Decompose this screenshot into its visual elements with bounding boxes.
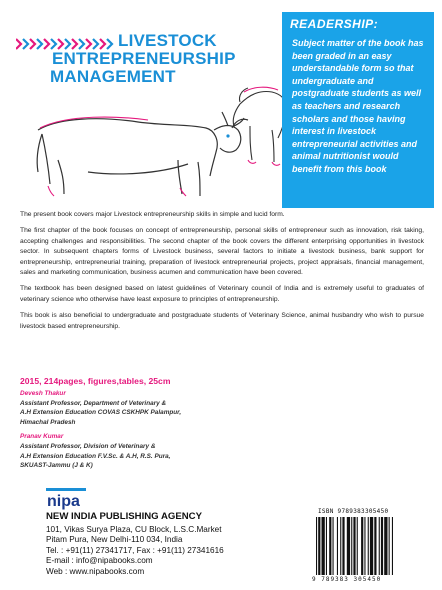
isbn-digits: 9 789383 305450 bbox=[312, 576, 382, 583]
barcode-bars bbox=[312, 517, 422, 575]
title-line-3: MANAGEMENT bbox=[50, 67, 176, 86]
author-name: Pranav Kumar bbox=[20, 433, 64, 441]
readership-panel bbox=[282, 12, 434, 208]
publisher-info bbox=[46, 512, 224, 578]
author-name: Devesh Thakur bbox=[20, 390, 66, 397]
author-affiliation-line: SKUAST-Jammu (J & K) bbox=[20, 462, 93, 470]
description-paragraph-1: The present book covers major Livestock entrepreneurship skills in simple and lucid form. bbox=[20, 211, 285, 218]
publisher-address-line: Pitam Pura, New Delhi-110 034, India bbox=[46, 535, 183, 545]
title-line-2: ENTREPRENEURSHIP bbox=[52, 49, 236, 68]
publisher-phone: Tel. : +91(11) 27341717, Fax : +91(11) 27341616 bbox=[46, 545, 224, 555]
publisher-website: Web : www.nipabooks.com bbox=[46, 566, 145, 576]
readership-heading: READERSHIP: bbox=[290, 17, 379, 31]
description-paragraph-2: The first chapter of the book focuses on concept of entrepreneurship, personal skills of entrepreneur such as innovation, risk taking, accepting challenges and responsibilities. The second chapter of the book covers the different enterprising opportunities in livestock sector. In subsequent chapters forms of Livestock business, several factors to initiate a livestock business, bank support for entrepreneurship, entrepreneurial training, preparation of livestock entrepreneurial projects, project appraisals, financial management, sales and marketing communication, business acumen and communication have been covered. bbox=[20, 227, 424, 277]
author-affiliation bbox=[20, 442, 320, 471]
author-affiliation-line: Himachal Pradesh bbox=[20, 418, 76, 426]
isbn-label: ISBN 9789383305450 bbox=[318, 508, 389, 515]
publisher-address-line: 101, Vikas Surya Plaza, CU Block, L.S.C.Market bbox=[46, 524, 222, 534]
description-paragraph-4: This book is also beneficial to undergraduate and postgraduate students of Veterinary Science, animal husbandry who wish to pursue livestock based entrepreneurship. bbox=[20, 312, 424, 330]
publisher-email: E-mail : info@nipabooks.com bbox=[46, 556, 153, 566]
livestock-illustration bbox=[28, 64, 290, 200]
isbn-barcode bbox=[306, 508, 424, 586]
author-list bbox=[20, 389, 320, 476]
title-line-1: LIVESTOCK bbox=[118, 31, 217, 50]
author-affiliation-line: Assistant Professor, Division of Veterinary & bbox=[20, 442, 156, 450]
author-affiliation-line: A.H Extension Education COVAS CSKHPK Palampur, bbox=[20, 409, 182, 417]
publisher-logo-icon bbox=[46, 488, 86, 510]
description-paragraph-3: The textbook has been designed based on latest guidelines of Veterinary council of India and is extremely useful to graduates of veterinary science who otherwise have least exposure to principles of entrepreneurship. bbox=[20, 285, 424, 303]
publisher-name: NEW INDIA PUBLISHING AGENCY bbox=[46, 511, 202, 522]
publication-details: 2015, 214pages, figures,tables, 25cm bbox=[20, 376, 171, 386]
author-affiliation bbox=[20, 399, 320, 428]
book-description bbox=[20, 210, 424, 338]
readership-text: Subject matter of the book has been graded in an easy understandable form so that undergraduate and postgraduate students as well as teachers and research scholars and those having interest in livestock entrepreneurial activities and animal nutritionist would benefit from this book bbox=[292, 38, 424, 174]
author-affiliation-line: Assistant Professor, Department of Veterinary & bbox=[20, 399, 167, 407]
svg-text:nipa: nipa bbox=[47, 493, 80, 510]
author-affiliation-line: A.H Extension Education F.V.Sc. & A.H, R.S. Pura, bbox=[20, 452, 171, 460]
